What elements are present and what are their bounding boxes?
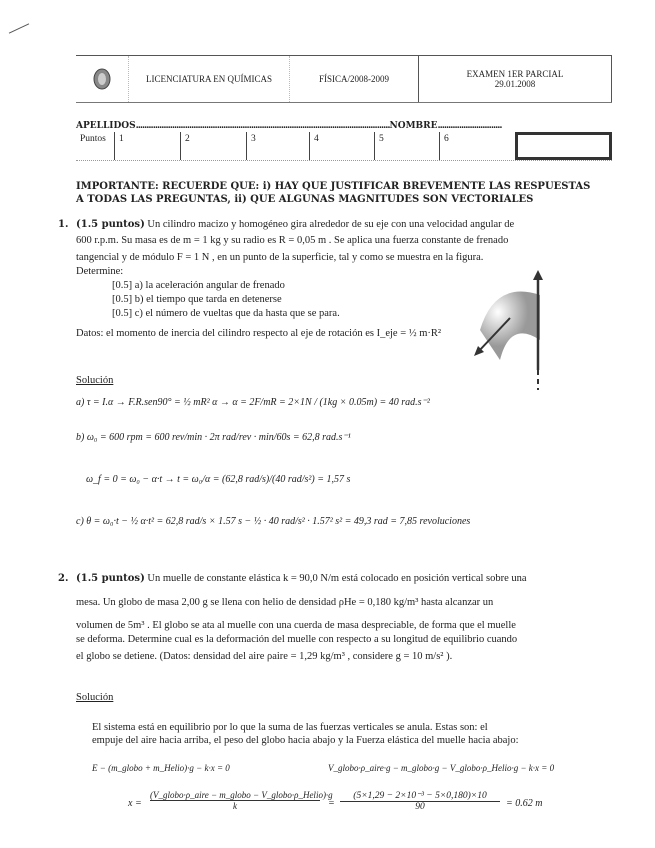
score-cell: 5 xyxy=(374,132,439,160)
exam-header xyxy=(76,55,612,103)
important-line: A TODAS LAS PREGUNTAS, ii) QUE ALGUNAS MAGNITUDES SON VECTORIALES xyxy=(76,194,534,205)
surname-label: APELLIDOS xyxy=(76,121,136,131)
q2-line: mesa. Un globo de masa 2,00 g se llena con helio de densidad ρHe = 0,180 kg/m³ hasta alcanzar un xyxy=(76,597,494,608)
q1-line: Determine: xyxy=(76,266,124,277)
q1-line: 600 r.p.m. Su masa es de m = 1 kg y su radio es R = 0,05 m . Se aplica una fuerza constante de frenado xyxy=(76,235,509,246)
seal-icon xyxy=(92,67,112,91)
exam-page: LICENCIATURA EN QUÍMICAS FÍSICA/2008-2009 EXAMEN 1ER PARCIAL 29.01.2008 APELLIDOS.......................................................................................................................NOMBRE.............................. Puntos 1 2 3 4 5 6 IMPORTANTE: RECUERDE QUE: i) HAY QUE JUSTIFICAR BREVEMENTE LAS RESPUESTAS A TODAS LAS PREGUNTAS, ii) QUE ALGUNAS MAGNITUDES SON VECTORIALES 1. (1.5 puntos) Un cilindro macizo y homogéneo gira alrededor de su eje con una velocidad angular de 600 r.p.m. Su masa es de m = 1 kg y su radio es R = 0,05 m . Se aplica una fuerza constante de frenado tangencial y de módulo F = 1 N , en un punto de la superficie, tal y como se muestra en la figura. Determine: [0.5] a) la aceleración angular de frenado [0.5] b) el tiempo que tarda en detenerse [0.5] c) el número de vueltas que da hasta que se para. Datos: el momento de inercia del cilindro respecto al eje de rotación es I_eje = ½ m·R² Solución a) τ = I.α → F.R.sen90° = ½ mR² α → α = 2F/mR = 2×1N / (1kg × 0.05m) = 40 rad.s⁻² b) ω₀ = 600 rpm = 600 rev/min · 2π rad/rev · min/60s = 62,8 rad.s⁻¹ ω_f = 0 = ω₀ − α·t → t = ω₀/α = (62,8 rad/s)/(40 rad/s²) = 1,57 s c) θ = ω₀·t − ½ α·t² = 62,8 rad/s × 1.57 s − ½ · 40 rad/s² · 1.57² s² = 49,3 rad = 7,85 revoluciones 2. (1.5 puntos) Un muelle de constante elástica k = 90,0 N/m está colocado en posición vertical sobre una mesa. Un globo de masa 2,00 g se llena con helio de densidad ρHe = 0,180 kg/m³ hasta alcanzar un volumen de 5m³ . El globo se ata al muelle con una cuerda de masa despreciable, de forma que el muelle se deforma. Determine cual es la deformación del muelle con respecto a su longitud de equilibrio cuando el globo se detiene. (Datos: densidad del aire ρaire = 1,29 kg/m³ , considere g = 10 m/s² ). Solución El sistema está en equilibrio por lo que la suma de las fuerzas verticales se anula. Estas son: el empuje del aire hacia arriba, el peso del globo hacia abajo y la Fuerza elástica del muelle hacia abajo: E − (m_globo + m_Helio)·g − k·x = 0 V_globo·ρ_aire·g − m_globo·g − V_globo·ρ_Helio·g − k·x = 0 x = (V_globo·ρ_aire − m_globo − V_globo·ρ_Helio)·g k = (5×1,29 − 2×10⁻³ − 5×0,180)×10 90 = 0.62 m xyxy=(0,0,655,848)
q2-eq3-den2: 90 xyxy=(415,802,425,812)
q2-line: se deforma. Determine cual es la deformación del muelle con respecto a su longitud de equilibrio cuando xyxy=(76,634,518,645)
score-label: Puntos xyxy=(80,134,106,144)
exam-title xyxy=(419,56,612,102)
score-cell: 1 xyxy=(114,132,180,160)
course: FÍSICA/2008-2009 xyxy=(290,56,419,102)
q2-eq3-fraction2 xyxy=(340,790,500,812)
exam-date: 29.01.2008 xyxy=(494,79,536,89)
score-cell: 3 xyxy=(246,132,309,160)
q2-line: volumen de 5m³ . El globo se ata al muelle con una cuerda de masa despreciable, de forma que el muelle xyxy=(76,620,516,631)
q2-points: (1.5 puntos) xyxy=(76,573,145,584)
q1-line: (1.5 puntos) Un cilindro macizo y homogéneo gira alrededor de su eje con una velocidad angular de xyxy=(76,219,515,230)
q1-line: tangencial y de módulo F = 1 N , en un punto de la superficie, tal y como se muestra en la figura. xyxy=(76,252,484,263)
score-cell: 4 xyxy=(309,132,374,160)
q1-solution-b2: ω_f = 0 = ω₀ − α·t → t = ω₀/α = (62,8 rad/s)/(40 rad/s²) = 1,57 s xyxy=(86,474,351,485)
q2-eq2: V_globo·ρ_aire·g − m_globo·g − V_globo·ρ_Helio·g − k·x = 0 xyxy=(328,763,555,773)
score-cell: 2 xyxy=(180,132,246,160)
score-cell: 6 xyxy=(439,132,511,160)
name-label: NOMBRE xyxy=(389,121,438,131)
q1-solution-b: b) ω₀ = 600 rpm = 600 rev/min · 2π rad/rev · min/60s = 62,8 rad.s⁻¹ xyxy=(76,432,351,443)
q2-eq1: E − (m_globo + m_Helio)·g − k·x = 0 xyxy=(92,763,230,773)
q2-number: 2. xyxy=(58,573,69,584)
cylinder-figure xyxy=(440,270,560,390)
q2-line: (1.5 puntos) Un muelle de constante elástica k = 90,0 N/m está colocado en posición vertical sobre una xyxy=(76,573,527,584)
score-table xyxy=(76,132,612,161)
q2-line: el globo se detiene. (Datos: densidad del aire ρaire = 1,29 kg/m³ , considere g = 10 m/s² ). xyxy=(76,651,453,662)
q2-solution-label: Solución xyxy=(76,692,114,703)
q1-solution-label: Solución xyxy=(76,375,114,386)
total-box xyxy=(515,132,612,160)
q2-solution-text: El sistema está en equilibrio por lo que la suma de las fuerzas verticales se anula. Estas son: el xyxy=(92,722,488,733)
pen-mark xyxy=(9,23,29,33)
q1-points: (1.5 puntos) xyxy=(76,219,145,230)
q2-eq3-den: k xyxy=(233,801,237,811)
q1-solution-a: a) τ = I.α → F.R.sen90° = ½ mR² α → α = 2F/mR = 2×1N / (1kg × 0.05m) = 40 rad.s⁻² xyxy=(76,397,430,408)
q2-eq3-num: (V_globo·ρ_aire − m_globo − V_globo·ρ_Helio)·g xyxy=(150,790,333,800)
institution: LICENCIATURA EN QUÍMICAS xyxy=(129,56,290,102)
exam-name: EXAMEN 1ER PARCIAL xyxy=(466,69,564,79)
q1-number: 1. xyxy=(58,219,69,230)
q2-eq3-num2: (5×1,29 − 2×10⁻³ − 5×0,180)×10 xyxy=(340,790,500,802)
university-seal xyxy=(76,56,129,102)
q1-solution-c: c) θ = ω₀·t − ½ α·t² = 62,8 rad/s × 1.57 s − ½ · 40 rad/s² · 1.57² s² = 49,3 rad = 7,85 revoluciones xyxy=(76,516,471,527)
q2-solution-text: empuje del aire hacia arriba, el peso del globo hacia abajo y la Fuerza elástica del muelle hacia abajo: xyxy=(92,735,519,746)
q1-item: [0.5] a) la aceleración angular de frenado xyxy=(112,280,285,291)
q2-eq3-fraction xyxy=(150,790,333,811)
q1-item: [0.5] c) el número de vueltas que da hasta que se para. xyxy=(112,308,340,319)
student-line: APELLIDOS.......................................................................................................................NOMBRE.............................. xyxy=(76,121,502,131)
q2-eq3-result: = 0.62 m xyxy=(506,798,543,809)
cylinder-shape xyxy=(480,292,540,360)
important-line: IMPORTANTE: RECUERDE QUE: i) HAY QUE JUSTIFICAR BREVEMENTE LAS RESPUESTAS xyxy=(76,181,591,192)
q1-item: [0.5] b) el tiempo que tarda en detenerse xyxy=(112,294,282,305)
q1-data: Datos: el momento de inercia del cilindro respecto al eje de rotación es I_eje = ½ m·R² xyxy=(76,328,442,339)
